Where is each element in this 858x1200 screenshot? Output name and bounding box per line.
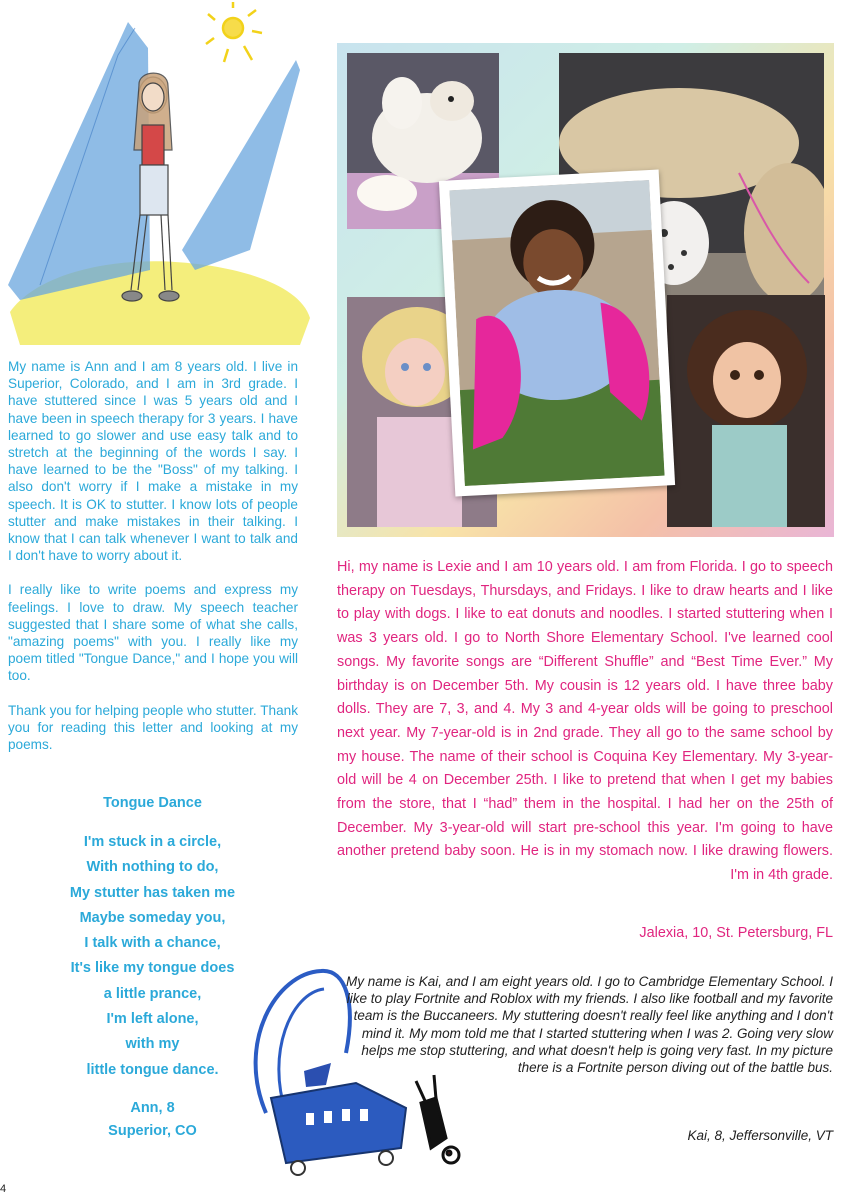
poem-line: I talk with a chance,: [84, 935, 221, 952]
ann-paragraph: Thank you for helping people who stutter. Thank you for reading this letter and looking at my poems.: [8, 702, 298, 753]
poem-line: Maybe someday you,: [79, 909, 226, 926]
fortnite-person-drawing: [416, 1075, 459, 1163]
poem-line: with my: [125, 1036, 180, 1053]
poem-author: Ann, 8: [130, 1099, 175, 1116]
sun-drawing: [206, 2, 262, 62]
poem-line: It's like my tongue does: [70, 960, 235, 977]
lexie-signature: Jalexia, 10, St. Petersburg, FL: [639, 925, 833, 941]
poem-line: I'm left alone,: [106, 1011, 199, 1028]
kai-letter: My name is Kai, and I am eight years old. I go to Cambridge Elementary School. I like to play Fortnite and Roblox with my friends. I also like football and my favorite team is the Buccaneers. My stuttering doesn't really feel like anything and I don't mind it. My mom told me that I started stuttering when I was 2. Going very slow helps me stop stuttering, and what doesn't help is going very fast. In my picture there is a Fortnite person diving out of the battle bus.: [346, 974, 833, 1076]
photo-lexie-portrait: [439, 169, 675, 496]
poem-line: My stutter has taken me: [69, 884, 236, 901]
page-number: 4: [0, 1183, 7, 1195]
kai-signature: Kai, 8, Jeffersonville, VT: [687, 1128, 833, 1143]
poem-location: Superior, CO: [108, 1122, 197, 1139]
photo-brunette-doll: [667, 295, 825, 527]
left-spotlight-beam: [8, 22, 150, 300]
right-spotlight-beam: [182, 60, 300, 270]
poem-line: little tongue dance.: [86, 1061, 219, 1078]
ann-paragraph: I really like to write poems and express my feelings. I love to draw. My speech teacher suggested that I share some of what she calls, "amazing poems" with you. I really like my poem titled "Tongue Dance," and I hope you will too.: [8, 582, 298, 684]
lexie-letter: Hi, my name is Lexie and I am 10 years old. I am from Florida. I go to speech therapy on Tuesdays, Thursdays, and Fridays. I like to draw hearts and I like to play with dogs. I like to eat donuts and noodles. I started stuttering when I was 3 years old. I go to North Shore Elementary School. I've learned cool songs. My favorite songs are “Different Shuffle” and “Best Time Ever.” My birthday is on December 5th. My cousin is 12 years old. I have three baby dolls. They are 7, 3, and 4. My 3 and 4-year olds will be going to preschool next year. My 7-year-old is in 2nd grade. They all go to the same school by my house. The name of their school is Coquina Key Elementary. My 3-year-old will be 4 on December 25th. I like to pretend that when I get my babies from the store, that I “had” them in the hospital. I had her on the 25th of December. My 3-year-old will start pre-school this year. I'm going to have another pretend baby soon. He is in my stomach now. I like drawing flowers. I'm in 4th grade.: [337, 559, 833, 884]
poem-line: I'm stuck in a circle,: [83, 834, 222, 850]
poem-title: Tongue Dance: [103, 795, 202, 811]
poem-line: a little prance,: [103, 985, 202, 1002]
poem-line: With nothing to do,: [86, 859, 219, 876]
photo-collage: [337, 43, 834, 537]
ann-paragraph: My name is Ann and I am 8 years old. I live in Superior, Colorado, and I am in 3rd grade. I have stuttered since I was 5 years old and I have been in speech therapy for 3 years. I have learned to go slower and use easy talk and to stretch at the beginning of the words I say. I have learned to be the "Boss" of my talking. I also don't worry if I make a mistake in my speech. It is OK to stutter. I know lots of people stutter and make mistakes in their talking. I know that I can talk whenever I want to talk and I don't have to worry about it.: [8, 359, 298, 564]
ann-letter: [8, 358, 298, 770]
ann-drawing-illustration: [0, 0, 320, 350]
